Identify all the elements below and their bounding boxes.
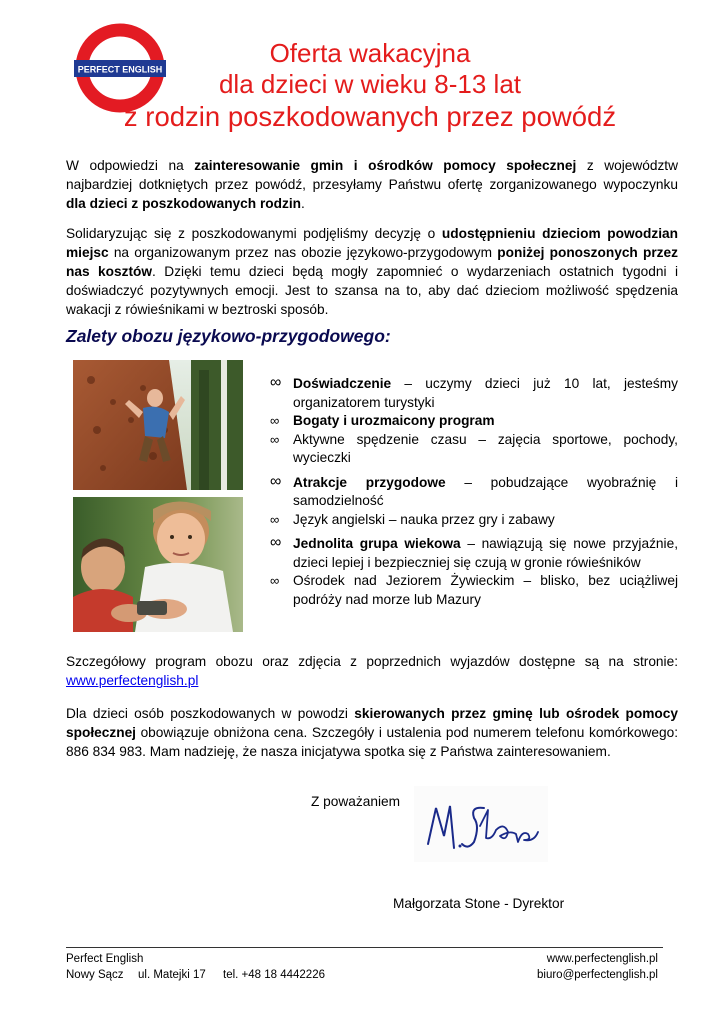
intro-text-2: z województw najbardziej dotkniętych przez powódź, przesyłamy Państwu ofertę zorganizowanego wypoczynku xyxy=(66,158,678,192)
solidarity-text-2: na organizowanym przez nas obozie językowo-przygodowym xyxy=(108,245,498,260)
list-item xyxy=(268,474,678,511)
infinity-bullet-icon: ∞ xyxy=(270,511,280,527)
discount-bold-1: skierowanych przez gminę lub ośrodek pomocy społecznej xyxy=(66,706,678,740)
infinity-bullet-icon: ∞ xyxy=(270,534,282,551)
program-paragraph xyxy=(66,652,678,690)
solidarity-bold-1: udostępnieniu dzieciom powodzian miejsc xyxy=(66,226,678,260)
logo-text: PERFECT ENGLISH xyxy=(77,64,163,75)
list-item-text: Ośrodek nad Jeziorem Żywieckim – blisko, bez uciążliwej podróży nad morze lub Mazury xyxy=(293,573,678,607)
solidarity-text-1: Solidaryzując się z poszkodowanymi podjęliśmy decyzję o xyxy=(66,226,442,241)
list-item xyxy=(268,535,678,572)
list-item xyxy=(268,431,678,468)
benefits-heading: Zalety obozu językowo-przygodowego: xyxy=(66,326,391,346)
solidarity-bold-2: poniżej ponoszonych przez nas kosztów xyxy=(66,245,678,279)
closing-text: Z poważaniem xyxy=(311,794,401,809)
infinity-bullet-icon: ∞ xyxy=(270,431,280,447)
list-item-text: Aktywne spędzenie czasu – zajęcia sportowe, pochody, wycieczki xyxy=(293,431,678,465)
list-item-bold: Bogaty i urozmaicony program xyxy=(293,413,495,428)
website-link[interactable]: www.perfectenglish.pl xyxy=(66,673,199,688)
footer-phone: tel. +48 18 4442226 xyxy=(223,969,325,981)
intro-text-3: . xyxy=(301,196,305,211)
list-item-text: – uczymy dzieci już 10 lat, jesteśmy organizatorem turystyki xyxy=(293,376,678,410)
handwritten-signature xyxy=(414,786,548,862)
footer-city: Nowy Sącz xyxy=(66,969,124,981)
program-text: Szczegółowy program obozu oraz zdjęcia z poprzednich wyjazdów dostępne są na stronie: xyxy=(66,654,678,669)
kids-photo xyxy=(73,497,243,632)
infinity-bullet-icon: ∞ xyxy=(270,573,280,588)
benefits-list xyxy=(268,373,678,609)
infinity-bullet-icon: ∞ xyxy=(270,472,282,490)
list-item-bold: Doświadczenie xyxy=(293,376,392,391)
list-item-text: Język angielski – nauka przez gry i zabawy xyxy=(293,511,555,527)
climbing-photo xyxy=(73,360,243,490)
title-line-1: Oferta wakacyjna xyxy=(269,38,471,68)
intro-paragraph xyxy=(66,156,678,213)
discount-paragraph xyxy=(66,704,678,761)
page-title xyxy=(100,38,640,134)
list-item xyxy=(268,511,678,530)
list-item xyxy=(268,572,678,609)
list-item xyxy=(268,412,678,431)
footer-divider xyxy=(66,947,663,948)
intro-bold-2: dla dzieci z poszkodowanych rodzin xyxy=(66,196,301,211)
signer-name: Małgorzata Stone - Dyrektor xyxy=(393,896,565,911)
infinity-bullet-icon: ∞ xyxy=(270,374,282,391)
list-item-bold: Jednolita grupa wiekowa xyxy=(293,536,461,551)
footer-website[interactable]: www.perfectenglish.pl xyxy=(546,953,658,965)
footer-company: Perfect English xyxy=(66,953,144,965)
list-item-bold: Atrakcje przygodowe xyxy=(293,474,446,490)
discount-text-1: Dla dzieci osób poszkodowanych w powodzi xyxy=(66,706,355,721)
infinity-bullet-icon: ∞ xyxy=(270,413,280,428)
intro-text-1: W odpowiedzi na xyxy=(66,158,195,173)
solidarity-paragraph xyxy=(66,224,678,319)
title-line-2: dla dzieci w wieku 8-13 lat xyxy=(218,69,522,99)
solidarity-text-3: . Dzięki temu dzieci będą mogły zapomnieć o wydarzeniach ostatnich tygodni i doświadczyć pozytywnych emocji. Jest to szansa na to, aby dać dzieciom możliwość spędzenia wakacji z rówieśnikami w beztroski sposób. xyxy=(66,264,678,317)
footer-email[interactable]: biuro@perfectenglish.pl xyxy=(537,969,658,981)
discount-text-2: obowiązuje obniżona cena. Szczegóły i ustalenia pod numerem telefonu komórkowego: 886 834 983. Mam nadzieję, że nasza inicjatywa spotka się z Państwa zainteresowaniem. xyxy=(66,725,678,759)
list-item-text: – pobudzające wyobraźnię i samodzielność xyxy=(293,474,678,508)
footer-street: ul. Matejki 17 xyxy=(138,969,206,981)
list-item-text: – nawiązują się nowe przyjaźnie, dzieci lepiej i bezpieczniej się czują w gronie rówieśników xyxy=(293,536,679,570)
intro-bold-1: zainteresowanie gmin i ośrodków pomocy społecznej xyxy=(194,158,577,173)
title-line-3: z rodzin poszkodowanych przez powódź xyxy=(123,101,617,132)
list-item xyxy=(268,375,678,412)
